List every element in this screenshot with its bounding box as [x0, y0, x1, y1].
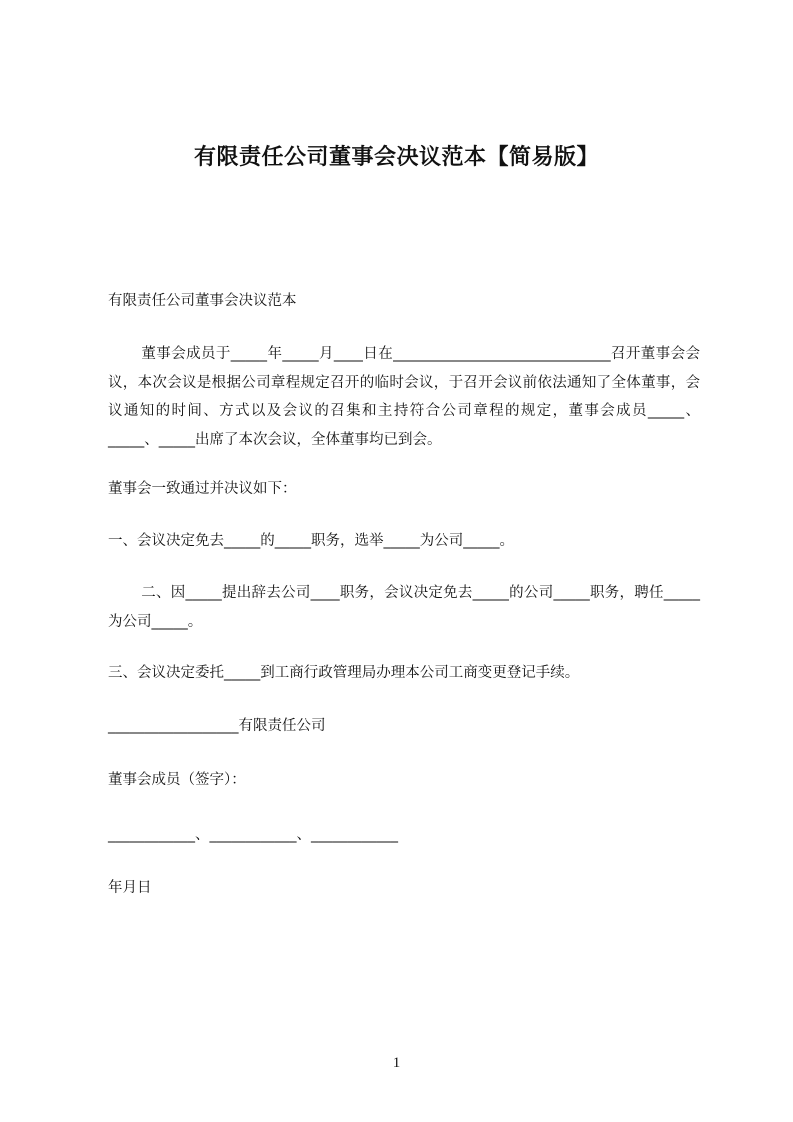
resolution-intro: 董事会一致通过并决议如下： — [108, 481, 297, 497]
document-title: 有限责任公司董事会决议范本【简易版】 — [193, 145, 599, 170]
date-line: 年月日 — [108, 880, 152, 896]
signature-blanks: ____________、____________、____________ — [108, 827, 398, 843]
resolution-item-2 — [108, 579, 700, 636]
resolution-item-2-text: 二、因_____提出辞去公司____职务，会议决定免去_____的公司_____职务，聘任_____为公司_____。 — [108, 585, 700, 630]
resolution-item-1: 一、会议决定免去_____的_____职务，选举_____为公司_____。 — [108, 533, 514, 549]
resolution-item-3: 三、会议决定委托_____到工商行政管理局办理本公司工商变更登记手续。 — [108, 665, 580, 681]
signature-label: 董事会成员（签字）： — [108, 772, 246, 788]
page-number: 1 — [392, 1055, 401, 1071]
company-signature-line: __________________有限责任公司 — [108, 718, 326, 734]
document-subtitle: 有限责任公司董事会决议范本 — [108, 293, 297, 309]
intro-text: 董事会成员于_____年_____月____日在______________________________召开董事会会议，本次会议是根据公司章程规定召开的临时会议，于召开会议前依法通知了全体董事，会议通知的时间、方式以及会议的召集和主持符合公司章程的规定，董事会成员_____、_____、_____出席了本次会议，全体董事均已到会。 — [108, 346, 700, 448]
intro-paragraph — [108, 340, 700, 454]
